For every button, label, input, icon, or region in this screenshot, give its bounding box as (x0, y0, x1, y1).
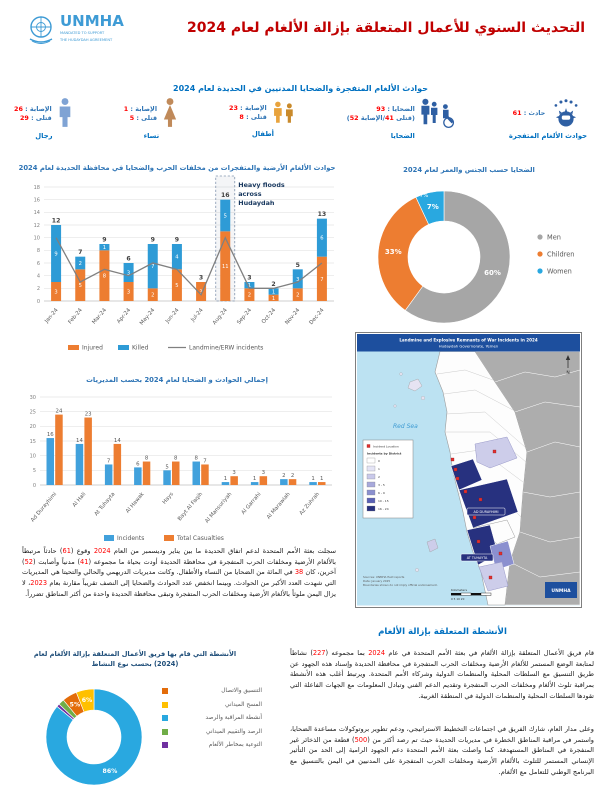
donut2-legend-item (162, 715, 262, 721)
legend-label: التوعية بمخاطر الألغام (208, 742, 262, 748)
svg-text:7: 7 (320, 276, 324, 283)
svg-text:1: 1 (271, 289, 276, 296)
svg-text:5: 5 (165, 464, 169, 471)
chart2-canvas (12, 385, 342, 547)
svg-text:Heavy floods: Heavy floods (238, 181, 285, 189)
casualties-label: الضحايا (390, 132, 415, 140)
svg-text:23: 23 (84, 411, 92, 418)
svg-text:4: 4 (36, 273, 40, 280)
svg-text:At Tuhayta: At Tuhayta (93, 491, 117, 518)
chart-activities-by-type (32, 674, 158, 800)
activities-paragraph-1: قام فريق الأعمال المتعلقة بإزالة الألغام في بعثة الأمم المتحدة في عام 2024 بما مجموعه (227) نشاطاً لمتابعة الوضع المستمر للألغام الأرضية ومخلفات الحرب المتفجرة في محافظة الحديدة وإسناد هذه الجهود عن طريق التنسيق مع السلطات المحلية والمنظمات الدولية وشركاء الأمم المتحدة. ويرتبط أغلب هذه الأنشطة بمراقبة تلوث الألغام ومخلفات الحرب المتفجرة وتقديم الدعم الفني وتبادل المعلومات مع الجهات الفاعلة التي تقودها السلطات المحلية والمنظمات الدولية في المنطقة الغربية. (290, 649, 594, 700)
children-label: أطفال (251, 130, 274, 138)
man-icon (56, 97, 74, 129)
women-label: نساء (143, 132, 160, 140)
svg-text:7: 7 (203, 458, 207, 465)
svg-text:Men: Men (547, 233, 561, 242)
legend-swatch (162, 742, 168, 748)
svg-text:Al Marawiah: Al Marawiah (265, 491, 292, 521)
logo-text: UNMHA (60, 12, 124, 30)
svg-text:14: 14 (33, 210, 40, 217)
svg-text:3: 3 (54, 289, 58, 296)
svg-text:60%: 60% (484, 268, 501, 277)
legend-swatch (162, 729, 168, 735)
svg-text:30: 30 (29, 394, 36, 401)
stat-incidents (509, 97, 587, 159)
svg-text:3: 3 (232, 470, 236, 477)
svg-text:12: 12 (33, 222, 40, 229)
svg-text:Hays: Hays (161, 491, 175, 506)
svg-text:Feb-24: Feb-24 (67, 307, 84, 326)
men-label: رجال (35, 132, 53, 140)
svg-text:5: 5 (295, 261, 300, 269)
svg-text:2: 2 (36, 286, 40, 293)
svg-text:Az Zuhrah: Az Zuhrah (298, 491, 321, 517)
page-title: التحديث السنوي للأعمال المتعلقة بإزالة الألغام لعام 2024 (186, 20, 585, 36)
svg-text:0: 0 (36, 298, 40, 305)
svg-text:3: 3 (199, 289, 203, 296)
children-killed: قتلى : 8 (239, 112, 267, 121)
svg-text:7%: 7% (419, 193, 429, 199)
svg-text:Incident Location: Incident Location (373, 444, 399, 449)
svg-text:3: 3 (126, 270, 131, 277)
svg-text:0: 0 (32, 482, 36, 489)
svg-text:2: 2 (296, 292, 300, 299)
incidents-count: حادث : 61 (512, 109, 546, 117)
children-injured: الإصابة : 23 (229, 103, 267, 112)
stat-casualties (347, 97, 459, 159)
svg-text:8: 8 (144, 455, 149, 462)
svg-text:2: 2 (247, 292, 252, 299)
svg-text:3: 3 (126, 289, 131, 296)
legend-label: الرصد والتقييم الميداني (205, 728, 262, 735)
svg-text:AT TUHAYTA: AT TUHAYTA (466, 556, 488, 560)
svg-text:3: 3 (261, 470, 266, 477)
svg-text:1: 1 (378, 467, 380, 471)
svg-text:33%: 33% (384, 248, 402, 257)
stat-women (124, 97, 179, 159)
svg-text:Al Mansuriyah: Al Mansuriyah (204, 491, 234, 525)
legend-label: التنسيق والاتصال (221, 688, 262, 694)
casualties-total: الضحايا : 93 (376, 104, 415, 113)
svg-text:5: 5 (223, 213, 227, 220)
svg-text:2: 2 (151, 292, 155, 299)
svg-text:AD DURAYHIMI: AD DURAYHIMI (473, 510, 499, 514)
svg-text:Landmine/ERW incidents: Landmine/ERW incidents (189, 344, 264, 352)
casualties-group-icon (419, 97, 459, 129)
svg-text:10 - 15: 10 - 15 (378, 499, 389, 503)
svg-text:Mar-24: Mar-24 (91, 307, 108, 326)
svg-text:10: 10 (33, 235, 40, 242)
svg-text:7%: 7% (426, 203, 439, 212)
svg-text:20: 20 (29, 424, 36, 431)
section-heading-incidents: حوادث الألغام المتفجرة والضحايا المدنيين في الحديدة لعام 2024 (173, 84, 428, 93)
donut2-title: الأنشطة التي قام بها فريق الأعمال المتعلقة بإزالة الألغام لعام (2024) بحسب نوع النشاط (33, 650, 237, 668)
svg-text:2: 2 (378, 475, 380, 479)
svg-text:Dec-24: Dec-24 (308, 307, 326, 327)
svg-text:Nov-24: Nov-24 (284, 307, 302, 326)
svg-text:Women: Women (547, 267, 572, 276)
incidents-label: حوادث الألغام المتفجرة (508, 132, 587, 140)
legend-label: المسح الميداني (224, 701, 262, 708)
svg-text:8: 8 (36, 248, 40, 255)
svg-text:2: 2 (271, 280, 276, 288)
svg-text:1: 1 (247, 283, 252, 290)
svg-text:3 - 5: 3 - 5 (378, 483, 385, 487)
stat-children (229, 97, 297, 159)
women-injured: الإصابة : 1 (123, 104, 158, 113)
svg-text:6 - 9: 6 - 9 (378, 491, 385, 495)
svg-text:7: 7 (106, 458, 111, 465)
summary-paragraph: سجلت بعثة الأمم المتحدة لدعم اتفاق الحديدة ما بين يناير وديسمبر من العام 2024 وقوع (61) حادثاً مرتبطاً بالألغام الأرضية ومخلفات الحرب المتفجرة في محافظة الحديدة أودت بحياة ما مجموعه (41) مدنياً وأصابت (52) آخرين، كان 38 في المائة من الضحايا من النساء والأطفال. وكانت مديريات الدريهمي والحالي والتحيتا هي المديريات التي شهدت العدد الأكبر من الحوادث. وبينما انخفض عدد الحوادث والضحايا إلى النصف تقريباً مقارنة بعام 2023، لا يزال اليمن ملوثاً بالألغام الأرضية ومخلفات الحرب المتفجرة وتبقى محافظة الحديدة واحدة من أكثر المناطق تضرراً. (22, 547, 336, 598)
svg-text:Killed: Killed (132, 344, 149, 352)
svg-text:Aug-24: Aug-24 (211, 307, 229, 327)
svg-text:6: 6 (126, 255, 131, 263)
svg-text:5: 5 (78, 283, 82, 290)
svg-text:7: 7 (78, 249, 83, 257)
svg-text:Total Casualties: Total Casualties (177, 535, 224, 543)
chart-incidents-by-district (12, 376, 342, 547)
svg-text:4: 4 (175, 254, 179, 261)
svg-text:9: 9 (54, 251, 58, 258)
svg-text:0 5 10 20: 0 5 10 20 (451, 597, 465, 601)
svg-text:8: 8 (102, 273, 107, 280)
map-title-line2: Hudaydah Governorate, Yemen (438, 343, 499, 349)
unmha-logo (26, 14, 124, 46)
svg-text:14: 14 (76, 437, 83, 444)
svg-text:11: 11 (221, 264, 229, 271)
svg-text:18: 18 (33, 184, 40, 191)
svg-text:86%: 86% (102, 767, 118, 775)
svg-text:Incidents by District: Incidents by District (367, 451, 402, 456)
svg-text:6: 6 (320, 235, 324, 242)
chart-casualties-by-gender (344, 166, 594, 333)
svg-text:across: across (238, 190, 262, 198)
chart2-title: إجمالي الحوادث و الضحايا لعام 2024 بحسب المديريات (86, 376, 268, 384)
casualties-breakdown: (قتلى 41/الإصابة 52) (346, 113, 415, 122)
men-injured: الإصابة : 26 (14, 104, 52, 113)
svg-text:5: 5 (175, 283, 179, 290)
svg-text:8: 8 (174, 455, 178, 462)
svg-text:14: 14 (113, 437, 121, 444)
svg-text:1: 1 (320, 476, 324, 483)
svg-text:Hudaydah: Hudaydah (238, 199, 275, 207)
svg-text:Incidents: Incidents (117, 535, 145, 543)
svg-text:1: 1 (311, 476, 315, 483)
map-red-sea-label: Red Sea (393, 423, 418, 430)
mine-icon (549, 97, 583, 129)
donut1-title: الضحايا حسب الجنس والعمر لعام 2024 (403, 166, 535, 174)
svg-text:Jan-24: Jan-24 (44, 307, 60, 325)
donut1-canvas (344, 175, 594, 333)
svg-text:May-24: May-24 (138, 307, 157, 327)
svg-text:16: 16 (33, 197, 40, 204)
svg-text:1: 1 (223, 476, 228, 483)
map-logo (545, 582, 577, 598)
children-icon (271, 97, 297, 127)
svg-text:Sources: UNMHA field reports: Sources: UNMHA field reports (363, 575, 405, 579)
svg-text:Oct-24: Oct-24 (260, 307, 278, 326)
casualty-stats-row (14, 97, 587, 159)
svg-text:3: 3 (247, 274, 252, 282)
svg-text:Apr-24: Apr-24 (116, 307, 133, 325)
svg-text:6: 6 (136, 461, 140, 468)
svg-text:8: 8 (194, 455, 198, 462)
svg-text:1: 1 (271, 295, 276, 302)
legend-label: أنشطة المراقبة والرصد (205, 715, 262, 721)
svg-text:13: 13 (317, 211, 327, 219)
svg-text:3: 3 (296, 276, 300, 283)
svg-text:2: 2 (282, 473, 286, 480)
svg-text:Date: January 2025: Date: January 2025 (363, 579, 391, 583)
svg-text:N: N (566, 371, 570, 376)
chart1-canvas (12, 173, 342, 359)
activities-heading: الأنشطة المتعلقة بإزالة الألغام (378, 627, 507, 637)
svg-text:9: 9 (150, 236, 155, 244)
svg-text:9: 9 (102, 236, 107, 244)
women-killed: قتلى : 5 (129, 113, 158, 122)
svg-text:Kilometers: Kilometers (451, 588, 468, 592)
donut2-legend-item (162, 688, 262, 694)
svg-text:Bayt Al Faqih: Bayt Al Faqih (176, 491, 205, 523)
legend-swatch (162, 688, 168, 694)
svg-text:5%: 5% (69, 701, 81, 709)
svg-text:UNMHA: UNMHA (551, 589, 571, 594)
svg-text:Al Hali: Al Hali (71, 491, 88, 509)
logo-tagline-1: MANDATED TO SUPPORT (60, 31, 105, 35)
stat-men (14, 97, 74, 159)
svg-text:6%: 6% (81, 697, 93, 705)
logo-tagline-2: THE HUDAYDAH AGREEMENT (60, 38, 113, 43)
chart1-title: حوادث الألغام الأرضية والمتفجرات من مخلفات الحرب والضحايا في محافظة الحديدة لعام 2024 (18, 164, 336, 172)
svg-text:Ad Durayhimi: Ad Durayhimi (29, 491, 59, 524)
svg-text:3: 3 (198, 274, 204, 282)
svg-text:Boundaries shown do not imply: Boundaries shown do not imply official endorsement. (363, 583, 438, 587)
svg-text:9: 9 (174, 236, 180, 244)
activities-paragraph-2: وعلى مدار العام، شارك الفريق في اجتماعات التخطيط الاستراتيجي، ودعم تطوير بروتوكولات مساعدة الضحايا، واستمر في مراقبة المناطق الخطرة في مديريات الحديدة حيث تم رصد أكثر من (500) قطعة من الذخائر غير المنفجرة في المناطق المستهدفة. كما واصلت بعثة الأمم المتحدة دعم الجهود الرامية إلى الحد من التأثير الإنساني المستمر للتلوث بالألغام الأرضية ومخلفات الحرب المتفجرة على المدنيين في اليمن بالتنسيق مع البرنامج الوطني للتعامل مع الألغام. (290, 725, 594, 776)
svg-text:16 - 24: 16 - 24 (378, 507, 389, 511)
svg-text:1: 1 (102, 245, 107, 252)
woman-icon (161, 97, 179, 129)
svg-text:2: 2 (78, 261, 82, 267)
donut2-legend (162, 688, 262, 748)
svg-text:Injured: Injured (82, 344, 103, 352)
svg-text:Al Hawak: Al Hawak (125, 491, 146, 515)
map-title-line1: Landmine and Explosive Remnants of War Incidents in 2024 (399, 337, 538, 343)
un-emblem-icon (26, 14, 56, 46)
svg-text:Sep-24: Sep-24 (236, 307, 253, 326)
svg-text:5: 5 (32, 468, 36, 475)
map-legend (363, 440, 413, 518)
svg-text:7: 7 (151, 264, 155, 271)
svg-text:25: 25 (29, 409, 36, 416)
svg-text:0: 0 (378, 459, 380, 463)
svg-text:12: 12 (51, 217, 61, 225)
chart-monthly-casualties (12, 164, 342, 359)
svg-text:15: 15 (29, 438, 36, 445)
svg-text:Al Garrahi: Al Garrahi (240, 491, 263, 516)
svg-text:10: 10 (29, 453, 36, 460)
svg-text:1: 1 (252, 476, 257, 483)
donut2-legend-item (162, 702, 262, 708)
men-killed: قتلى : 29 (19, 113, 52, 122)
hudaydah-incidents-map (355, 332, 582, 608)
svg-text:24: 24 (55, 408, 63, 415)
svg-text:Children: Children (547, 250, 575, 259)
legend-swatch (162, 702, 168, 708)
legend-swatch (162, 715, 168, 721)
svg-text:Jun-24: Jun-24 (164, 307, 181, 325)
svg-text:6: 6 (36, 260, 40, 267)
svg-text:Jul-24: Jul-24 (190, 307, 205, 324)
svg-text:16: 16 (46, 432, 54, 439)
svg-text:2: 2 (290, 473, 295, 480)
donut2-legend-item (162, 729, 262, 735)
svg-text:16: 16 (220, 192, 230, 200)
donut2-legend-item (162, 742, 262, 748)
